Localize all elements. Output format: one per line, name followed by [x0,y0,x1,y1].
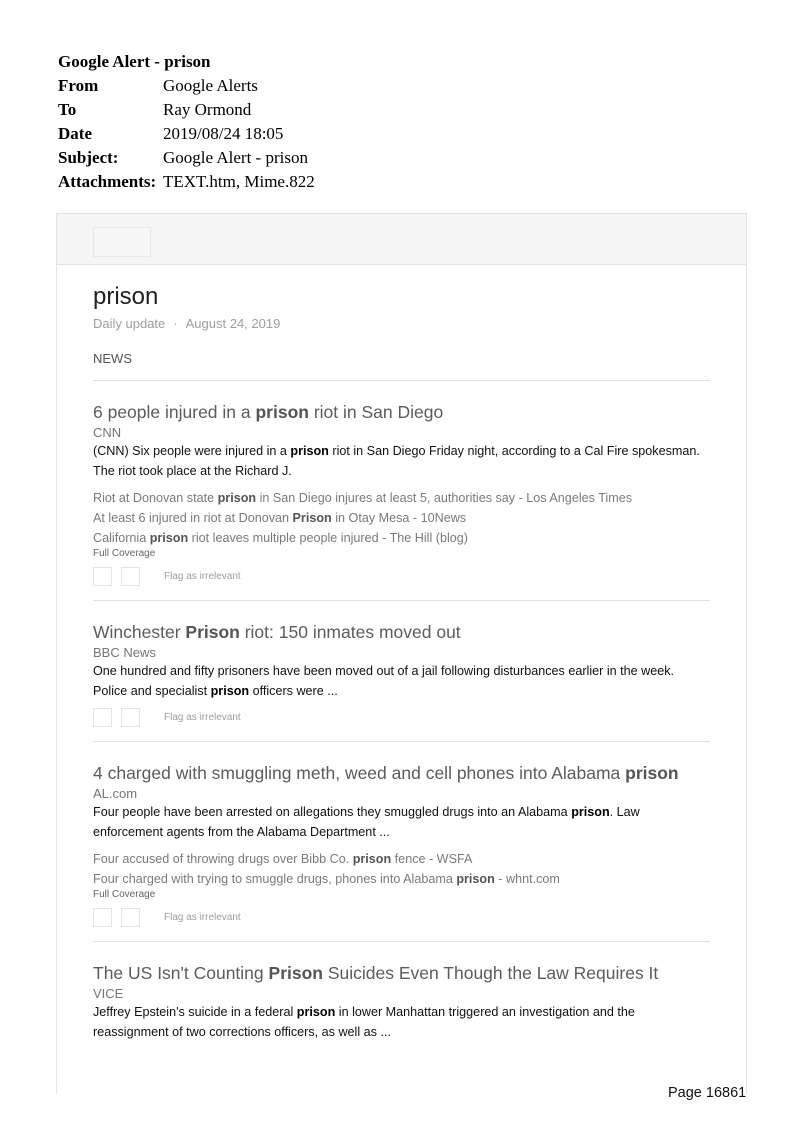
keyword-highlight: prison [210,684,250,698]
keyword-highlight: prison [149,531,189,545]
google-logo-placeholder [93,227,151,257]
related-article-link[interactable] [93,508,710,528]
email-title: Google Alert - prison [58,52,211,71]
header-field-label: Date [58,124,92,143]
news-item-title-link[interactable] [93,962,710,984]
keyword-highlight: prison [290,444,329,458]
text-run: Riot at Donovan state [93,491,218,505]
news-snippet [93,441,710,481]
related-article-link[interactable] [93,488,710,508]
flag-irrelevant-link[interactable]: Flag as irrelevant [164,570,241,582]
news-source: AL.com [93,786,138,801]
text-run: in lower Manhattan triggered an investigation and the reassignment of two corrections officers, as well as ... [93,1005,635,1039]
header-field [58,74,315,98]
text-run: riot: 150 inmates moved out [239,622,461,642]
keyword-highlight: prison [296,1005,336,1019]
related-article-link[interactable] [93,849,710,869]
news-snippet [93,1002,710,1042]
keyword-highlight: Prison [292,511,332,525]
keyword-highlight: prison [571,805,610,819]
text-run: Four charged with trying to smuggle drugs, phones into Alabama [93,872,457,886]
keyword-highlight: prison [625,763,679,783]
text-run: riot in San Diego [308,402,444,422]
full-coverage-link[interactable]: Full Coverage [93,548,156,559]
share-icon[interactable] [93,567,112,586]
text-run: in Otay Mesa - 10News [331,511,467,525]
news-source: BBC News [93,645,156,660]
text-run: riot in San Diego Friday night, according to a Cal Fire spokesman. The riot took place at the Richard J. [93,444,700,478]
keyword-highlight: prison [255,402,309,422]
news-snippet [93,661,710,701]
keyword-highlight: prison [456,872,495,886]
text-run: At least 6 injured in riot at Donovan [93,511,293,525]
header-field-value: TEXT.htm, Mime.822 [163,172,315,191]
header-field [58,122,315,146]
text-run: Jeffrey Epstein's suicide in a federal [93,1005,297,1019]
header-field [58,146,315,170]
header-field-label: To [58,100,77,119]
text-run: (CNN) Six people were injured in a [93,444,291,458]
header-field-value: Ray Ormond [163,100,252,119]
share-icon[interactable] [93,708,112,727]
item-actions [93,566,710,586]
text-run: California [93,531,150,545]
flag-irrelevant-link[interactable]: Flag as irrelevant [164,911,241,923]
news-item [93,942,710,1056]
text-run: fence - WSFA [391,852,473,866]
item-actions [93,707,710,727]
news-item [93,742,710,942]
text-run: One hundred and fifty prisoners have been moved out of a jail following disturbances earlier in the week. Police and specialist [93,664,675,698]
text-run: in San Diego injures at least 5, authorities say - Los Angeles Times [256,491,633,505]
alert-frequency: Daily update [93,316,166,331]
header-field [58,98,315,122]
share-icon[interactable] [93,908,112,927]
text-run: - whnt.com [494,872,560,886]
header-field-value: 2019/08/24 18:05 [163,124,284,143]
alert-header-band [57,214,746,265]
header-field-label: Subject: [58,148,119,167]
news-item [93,601,710,742]
related-article-link[interactable] [93,528,710,548]
news-item-title-link[interactable] [93,401,710,423]
section-heading: NEWS [93,351,710,381]
related-article-link[interactable] [93,869,710,889]
related-articles [93,849,710,889]
full-coverage-link[interactable]: Full Coverage [93,889,156,900]
alert-card [56,213,747,1094]
alert-query: prison [93,283,159,310]
email-header [58,50,315,194]
flag-irrelevant-link[interactable]: Flag as irrelevant [164,711,241,723]
text-run: Four accused of throwing drugs over Bibb Co. [93,852,353,866]
news-snippet [93,802,710,842]
news-item-title-link[interactable] [93,762,710,784]
text-run: 4 charged with smuggling meth, weed and cell phones into Alabama [93,763,626,783]
share-icon[interactable] [121,567,140,586]
text-run: Winchester [93,622,186,642]
share-icon[interactable] [121,908,140,927]
alert-content [93,284,710,1056]
share-icon[interactable] [121,708,140,727]
alert-date: August 24, 2019 [185,316,281,331]
news-source: CNN [93,425,122,440]
news-source: VICE [93,986,124,1001]
alert-meta [93,316,710,331]
item-actions [93,907,710,927]
page-number: Page 16861 [668,1085,747,1101]
header-field-label: Attachments: [58,172,157,191]
news-list [93,381,710,1056]
news-item-title-link[interactable] [93,621,710,643]
text-run: Four people have been arrested on allegations they smuggled drugs into an Alabama [93,805,572,819]
keyword-highlight: Prison [185,622,240,642]
header-field-label: From [58,76,99,95]
related-articles [93,488,710,548]
header-field-value: Google Alert - prison [163,148,308,167]
text-run: . Law enforcement agents from the Alabama Department ... [93,805,640,839]
meta-separator: · [173,316,178,331]
header-field [58,170,315,194]
text-run: 6 people injured in a [93,402,256,422]
news-item [93,381,710,601]
text-run: riot leaves multiple people injured - The Hill (blog) [188,531,468,545]
text-run: officers were ... [249,684,338,698]
keyword-highlight: prison [217,491,257,505]
text-run: The US Isn't Counting [93,963,269,983]
keyword-highlight: Prison [268,963,323,983]
keyword-highlight: prison [352,852,392,866]
header-field-value: Google Alerts [163,76,258,95]
text-run: Suicides Even Though the Law Requires It [322,963,659,983]
